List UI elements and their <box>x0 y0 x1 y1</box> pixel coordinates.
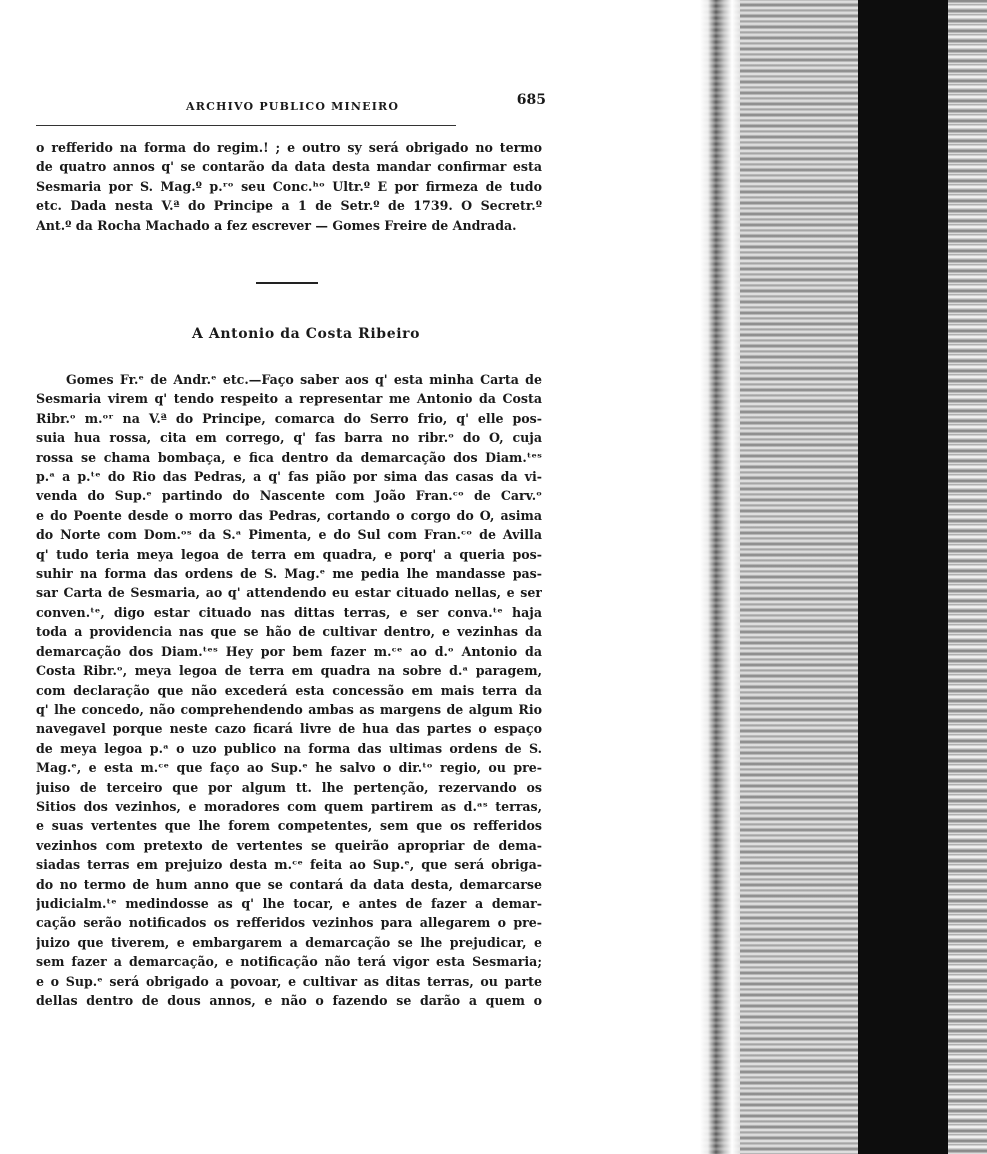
text-line: sar Carta de Sesmaria, ao q' attendendo eu estar cituado nellas, e ser <box>36 585 542 601</box>
text-line: Costa Ribr.ᵒ, meya legoa de terra em quadra na sobre d.ᵃ paragem, <box>36 663 542 679</box>
text-line: Ribr.ᵒ m.ᵒʳ na V.ª do Principe, comarca do Serro frio, q' elle pos- <box>36 410 542 426</box>
text-line: siadas terras em prejuizo desta m.ᶜᵉ feita ao Sup.ᵉ, que será obriga- <box>36 857 542 873</box>
binding-dark-edge <box>858 0 948 1154</box>
text-line: vezinhos com pretexto de vertentes se queirão apropriar de dema- <box>36 837 542 853</box>
page-number: 685 <box>516 92 546 108</box>
text-line: de quatro annos q' se contarão da data desta mandar confirmar esta <box>36 159 542 175</box>
text-line: etc. Dada nesta V.ª do Principe a 1 de Setr.º de 1739. O Secretr.º <box>36 198 542 214</box>
text-line: venda do Sup.ᵉ partindo do Nascente com João Fran.ᶜᵒ de Carv.ᵒ <box>36 488 542 504</box>
binding-outer-edge <box>948 0 987 1154</box>
text-line: do Norte com Dom.ᵒˢ da S.ᵃ Pimenta, e do Sul com Fran.ᶜᵒ de Avilla <box>36 527 542 543</box>
text-line: Sitios dos vezinhos, e moradores com quem partirem as d.ᵃˢ terras, <box>36 798 542 814</box>
section-divider-rule <box>256 282 318 284</box>
section-title: A Antonio da Costa Ribeiro <box>191 326 421 342</box>
text-line: juiso de terceiro que por algum tt. lhe pertenção, rezervando os <box>36 779 542 795</box>
text-line: q' tudo teria meya legoa de terra em quadra, e porq' a queria pos- <box>36 546 542 562</box>
text-line: Sesmaria virem q' tendo respeito a representar me Antonio da Costa <box>36 391 542 407</box>
text-line: suia hua rossa, cita em corrego, q' fas barra no ribr.ᵒ do O, cuja <box>36 430 542 446</box>
text-line: Mag.ᵉ, e esta m.ᶜᵉ que faço ao Sup.ᵉ he salvo o dir.ᵗᵒ regio, ou pre- <box>36 760 542 776</box>
text-line: conven.ᵗᵉ, digo estar cituado nas dittas terras, e ser conva.ᵗᵉ haja <box>36 604 542 620</box>
text-line: rossa se chama bombaça, e fica dentro da demarcação dos Diam.ᵗᵉˢ <box>36 449 542 465</box>
text-line: e suas vertentes que lhe forem competentes, sem que os refferidos <box>36 818 542 834</box>
text-line: juizo que tiverem, e embargarem a demarcação se lhe prejudicar, e <box>36 934 542 950</box>
text-line: dellas dentro de dous annos, e não o fazendo se darão a quem o <box>36 993 542 1008</box>
text-line: o refferido na forma do regim.! ; e outro sy será obrigado no termo <box>36 140 542 155</box>
text-line: Sesmaria por S. Mag.º p.ʳᵒ seu Conc.ʰᵒ Ultr.º E por firmeza de tudo <box>36 178 542 194</box>
text-line: navegavel porque neste cazo ficará livre de hua das partes o espaço <box>36 721 542 737</box>
text-line: cação serão notificados os refferidos vezinhos para allegarem o pre- <box>36 915 542 931</box>
header-rule <box>36 125 456 126</box>
text-line: sem fazer a demarcação, e notificação não terá vigor esta Sesmaria; <box>36 954 542 970</box>
text-line: e o Sup.ᵉ será obrigado a povoar, e cultivar as ditas terras, ou parte <box>36 973 542 989</box>
running-title: ARCHIVO PUBLICO MINEIRO <box>186 100 400 113</box>
text-line: suhir na forma das ordens de S. Mag.ᵉ me pedia lhe mandasse pas- <box>36 566 542 582</box>
text-line: judicialm.ᵗᵉ medindosse as q' lhe tocar, e antes de fazer a demar- <box>36 895 542 911</box>
text-line: q' lhe concedo, não comprehendendo ambas as margens de algum Rio <box>36 701 542 717</box>
document-body <box>36 370 542 1010</box>
text-line: Gomes Fr.ᵉ de Andr.ᵉ etc.—Faço saber aos q' esta minha Carta de <box>66 372 542 387</box>
binding-scan-noise <box>740 0 858 1154</box>
page-header <box>36 92 546 122</box>
text-line: e do Poente desde o morro das Pedras, cortando o corgo do O, asima <box>36 507 542 523</box>
text-line: demarcação dos Diam.ᵗᵉˢ Hey por bem fazer m.ᶜᵉ ao d.ᵒ Antonio da <box>36 643 542 659</box>
text-line: do no termo de hum anno que se contará da data desta, demarcarse <box>36 876 542 892</box>
text-line: p.ᵃ a p.ᵗᵉ do Rio das Pedras, a q' fas pião por sima das casas da vi- <box>36 469 542 485</box>
text-line: com declaração que não excederá esta concessão em mais terra da <box>36 682 542 698</box>
previous-document-end <box>36 138 542 235</box>
text-line: de meya legoa p.ᵃ o uzo publico na forma das ultimas ordens de S. <box>36 740 542 756</box>
text-line: toda a providencia nas que se hão de cultivar dentro, e vezinhas da <box>36 624 542 640</box>
text-line: Ant.º da Rocha Machado a fez escrever — Gomes Freire de Andrada. <box>36 217 517 233</box>
